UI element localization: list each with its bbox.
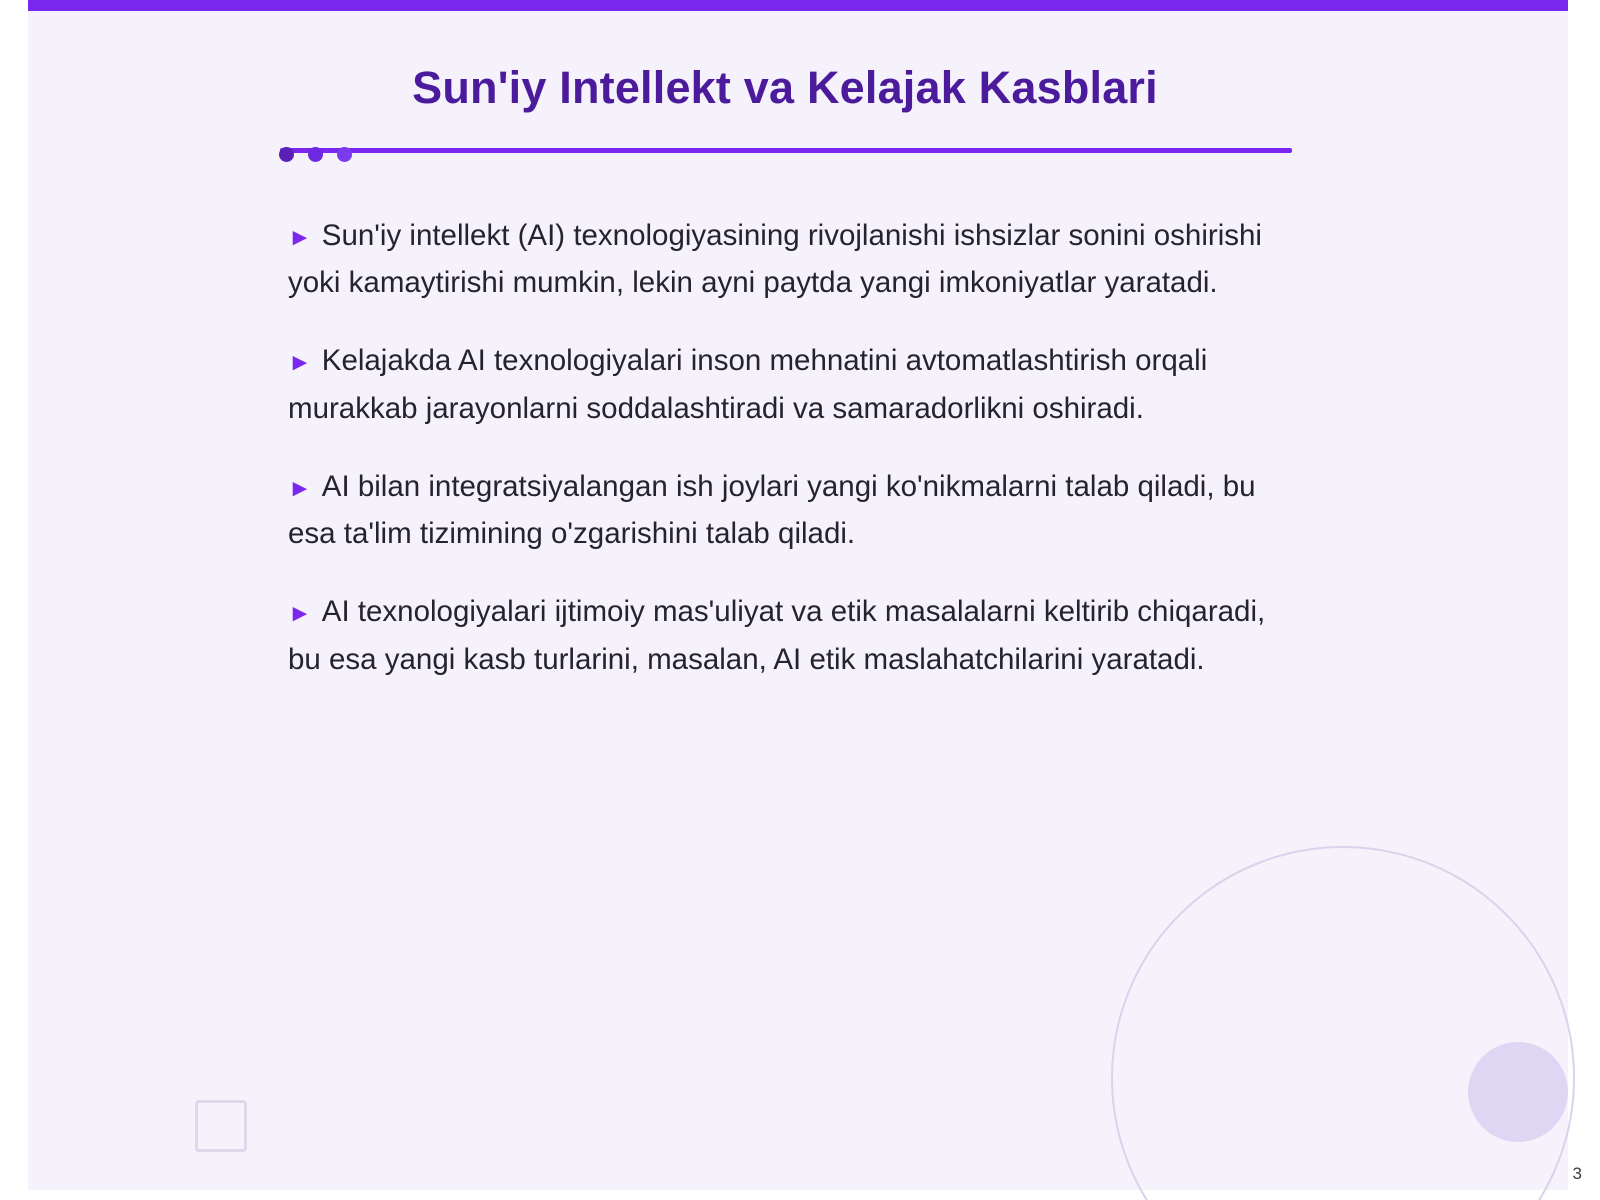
top-accent-bar (28, 0, 1568, 11)
list-item (288, 463, 1278, 559)
bullet-list (288, 182, 1278, 714)
list-item (288, 212, 1278, 308)
decorative-square-outline (195, 1100, 247, 1152)
dot-icon (279, 147, 294, 162)
triangle-bullet-icon: ► (288, 223, 312, 251)
dot-icon (308, 147, 323, 162)
triangle-bullet-icon: ► (288, 600, 312, 628)
triangle-bullet-icon: ► (288, 349, 312, 377)
dot-icon (337, 147, 352, 162)
title-dots (279, 147, 352, 162)
list-item-text: AI texnologiyalari ijtimoiy mas'uliyat va etik masalalarni keltirib chiqaradi, bu esa yangi kasb turlarini, masalan, AI etik maslahatchilarini yaratadi. (288, 595, 1266, 676)
list-item (288, 337, 1278, 433)
decorative-circle-outline (1111, 846, 1575, 1200)
right-margin-strip (1568, 0, 1600, 1200)
triangle-bullet-icon: ► (288, 474, 312, 502)
left-margin-strip (0, 0, 28, 1200)
list-item-text: Sun'iy intellekt (AI) texnologiyasining rivojlanishi ishsizlar sonini oshirishi yoki kamaytirishi mumkin, lekin ayni paytda yangi imkoniyatlar yaratadi. (288, 218, 1262, 300)
list-item-text: Kelajakda AI texnologiyalari inson mehnatini avtomatlashtirish orqali murakkab jarayonlarni soddalashtiradi va samaradorlikni oshiradi. (288, 344, 1208, 425)
title-underline (280, 148, 1292, 153)
page-number: 3 (1572, 1164, 1582, 1183)
page-title: Sun'iy Intellekt va Kelajak Kasblari (412, 62, 1158, 113)
list-item (288, 588, 1278, 684)
decorative-circle-filled (1468, 1042, 1568, 1142)
list-item-text: AI bilan integratsiyalangan ish joylari yangi ko'nikmalarni talab qiladi, bu esa ta'lim tizimining o'zgarishini talab qiladi. (288, 469, 1256, 551)
